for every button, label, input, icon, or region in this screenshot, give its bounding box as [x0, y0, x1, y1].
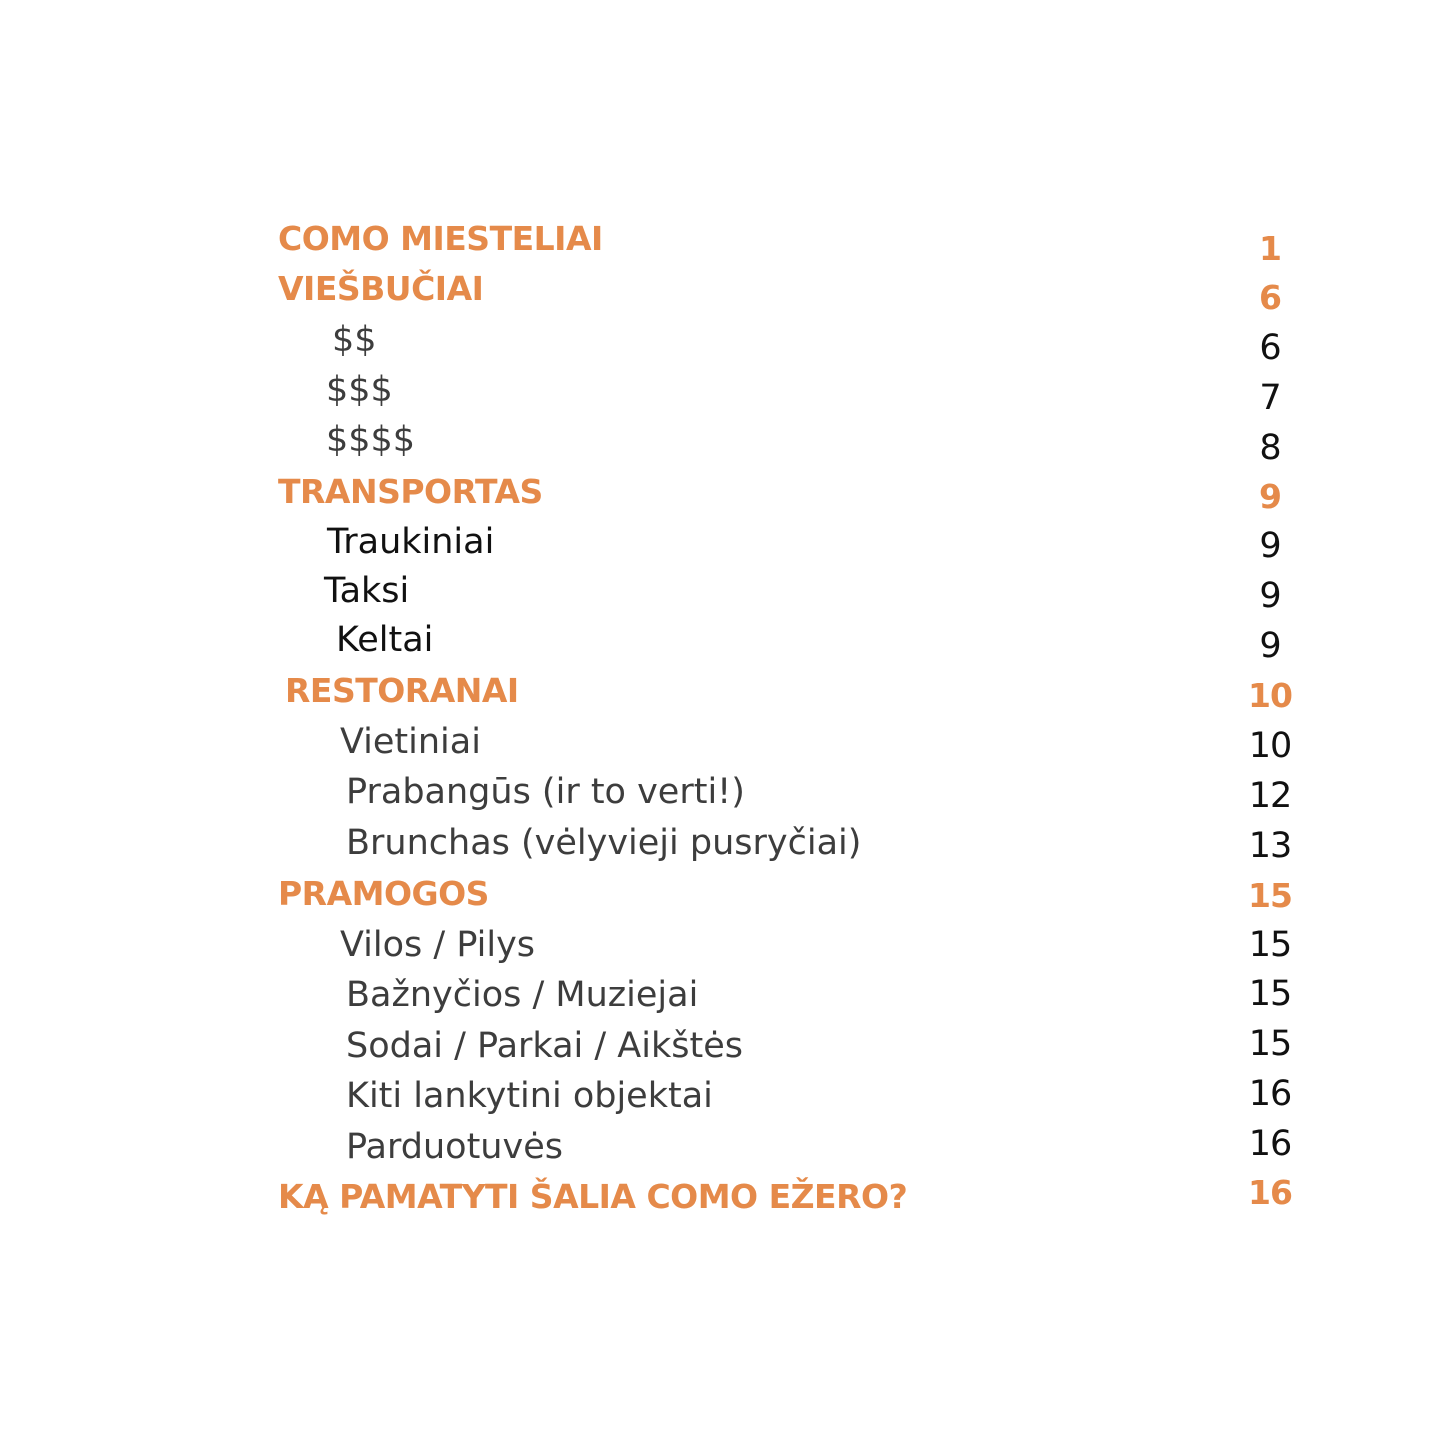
- toc-section-label: TRANSPORTAS: [278, 472, 543, 511]
- toc-page-number: 15: [1248, 1024, 1292, 1064]
- toc-section-viesbuciai[interactable]: [0, 264, 1445, 317]
- toc-item-traukiniai[interactable]: [0, 517, 1445, 567]
- toc-page-number: 9: [1259, 576, 1281, 616]
- toc-item-label: Kiti lankytini objektai: [346, 1076, 713, 1116]
- toc-page-number: 9: [1259, 626, 1281, 666]
- toc-item-label: $$$: [326, 370, 393, 410]
- toc-item-label: Parduotuvės: [346, 1127, 563, 1167]
- toc-item-label: Taksi: [324, 571, 410, 611]
- toc-page-number: 1: [1259, 229, 1281, 268]
- toc-item-prabangus[interactable]: [0, 767, 1445, 817]
- toc-page-number: 15: [1248, 876, 1292, 915]
- toc-section-como-miesteliai[interactable]: [0, 214, 1445, 268]
- toc-page-number: 6: [1259, 328, 1281, 368]
- toc-item-parduotuves[interactable]: [0, 1122, 1445, 1172]
- toc-item-label: $$$$: [326, 420, 416, 460]
- toc-section-ka-pamatyti[interactable]: [0, 1172, 1445, 1222]
- toc-section-label: COMO MIESTELIAI: [278, 219, 603, 258]
- toc-item-label: Sodai / Parkai / Aikštės: [346, 1026, 743, 1066]
- toc-item-kiti-lankytini-objektai[interactable]: [0, 1071, 1445, 1121]
- toc-section-transportas[interactable]: [0, 467, 1445, 517]
- toc-item-label: Vietiniai: [340, 722, 481, 762]
- toc-page-number: 9: [1259, 526, 1281, 566]
- toc-page-number: 6: [1259, 278, 1281, 317]
- toc-page-number: 13: [1248, 826, 1292, 866]
- toc-page-number: 16: [1248, 1173, 1292, 1212]
- toc-item-baznycios-muziejai[interactable]: [0, 970, 1445, 1020]
- toc-item-keltai[interactable]: [0, 615, 1445, 665]
- toc-page-number: 10: [1248, 726, 1292, 766]
- toc-section-pramogos[interactable]: [0, 869, 1445, 919]
- toc-section-label: VIEŠBUČIAI: [278, 269, 484, 308]
- toc-item-label: Bažnyčios / Muziejai: [346, 975, 699, 1015]
- toc-item-brunchas[interactable]: [0, 818, 1445, 868]
- toc-item-label: Keltai: [336, 620, 434, 660]
- toc-page-number: 9: [1259, 477, 1281, 516]
- toc-item-label: Brunchas (vėlyvieji pusryčiai): [346, 823, 862, 863]
- toc-page-number: 15: [1248, 925, 1292, 965]
- toc-item-label: $$: [332, 320, 377, 360]
- toc-item-label: Vilos / Pilys: [340, 925, 536, 965]
- toc-section-restoranai[interactable]: [0, 666, 1445, 716]
- toc-section-label: RESTORANAI: [285, 671, 519, 710]
- toc-item-taksi[interactable]: [0, 566, 1445, 616]
- toc-page-number: 7: [1259, 378, 1281, 418]
- toc-item-4-dollar[interactable]: [0, 415, 1445, 468]
- toc-item-3-dollar[interactable]: [0, 365, 1445, 418]
- toc-item-label: Traukiniai: [327, 522, 495, 562]
- toc-page-number: 15: [1248, 974, 1292, 1014]
- toc-page-number: 12: [1248, 776, 1292, 816]
- toc-page-number: 10: [1248, 676, 1292, 715]
- toc-page-number: 16: [1248, 1124, 1292, 1164]
- toc-item-label: Prabangūs (ir to verti!): [346, 772, 745, 812]
- toc-page-number: 8: [1259, 428, 1281, 468]
- toc-page-number: 16: [1248, 1074, 1292, 1114]
- toc-section-label: KĄ PAMATYTI ŠALIA COMO EŽERO?: [278, 1177, 908, 1216]
- toc-item-2-dollar[interactable]: [0, 315, 1445, 368]
- toc-item-vietiniai[interactable]: [0, 717, 1445, 767]
- toc-section-label: PRAMOGOS: [278, 874, 489, 913]
- toc-item-sodai-parkai-aikstes[interactable]: [0, 1021, 1445, 1071]
- toc-item-vilos-pilys[interactable]: [0, 920, 1445, 970]
